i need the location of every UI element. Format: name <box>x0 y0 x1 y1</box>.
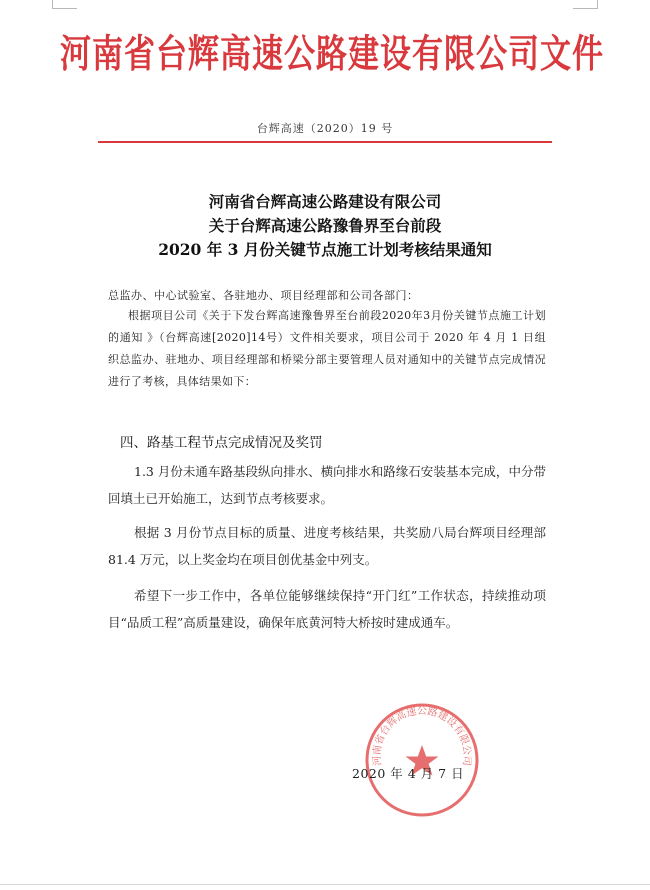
section-heading: 四、路基工程节点完成情况及奖罚 <box>120 435 323 451</box>
notice-title-line-1: 河南省台辉高速公路建设有限公司 <box>208 192 442 211</box>
page-bottom-border <box>0 884 650 885</box>
recipients-line: 总监办、中心试验室、各驻地办、项目经理部和公司各部门： <box>108 289 419 302</box>
crop-mark-left <box>52 0 77 9</box>
notice-title <box>0 190 650 262</box>
intro-paragraph: 根据项目公司《关于下发台辉高速豫鲁界至台前段2020年3月份关键节点施工计划的通知 》（台辉高速[2020]14号）文件相关要求，项目公司于 2020 年 4 月 1 日组织总监办、驻地办、项目经理部和桥梁分部主要管理人员对通知中的关键节点完成情况进行了考核，具体结果如下： <box>108 309 546 388</box>
issue-date: 2020 年 4 月 7 日 <box>352 766 465 781</box>
document-number: 台辉高速（2020）19 号 <box>256 122 394 135</box>
body-paragraph-2: 根据 3 月份节点目标的质量、进度考核结果，共奖励八局台辉项目经理部 81.4 万元，以上奖金均在项目创优基金中列支。 <box>108 525 546 567</box>
notice-title-line-2: 关于台辉高速公路豫鲁界至台前段 <box>208 216 442 235</box>
body-paragraph-1: 1.3 月份未通车路基段纵向排水、横向排水和路缘石安装基本完成，中分带回填土已开始施工，达到节点考核要求。 <box>108 464 546 506</box>
body-paragraph-3: 希望下一步工作中，各单位能够继续保持“开门红”工作状态，持续推动项目“品质工程”高质量建设，确保年底黄河特大桥按时建成通车。 <box>108 588 546 630</box>
seal-text: 河南省台辉高速公路建设有限公司 <box>371 706 473 767</box>
official-seal-stamp <box>362 700 482 820</box>
org-document-header: 河南省台辉高速公路建设有限公司文件 <box>60 32 604 77</box>
notice-title-line-3: 2020 年 3 月份关键节点施工计划考核结果通知 <box>158 240 492 259</box>
red-separator-line <box>98 141 552 143</box>
crop-mark-right <box>573 0 598 9</box>
